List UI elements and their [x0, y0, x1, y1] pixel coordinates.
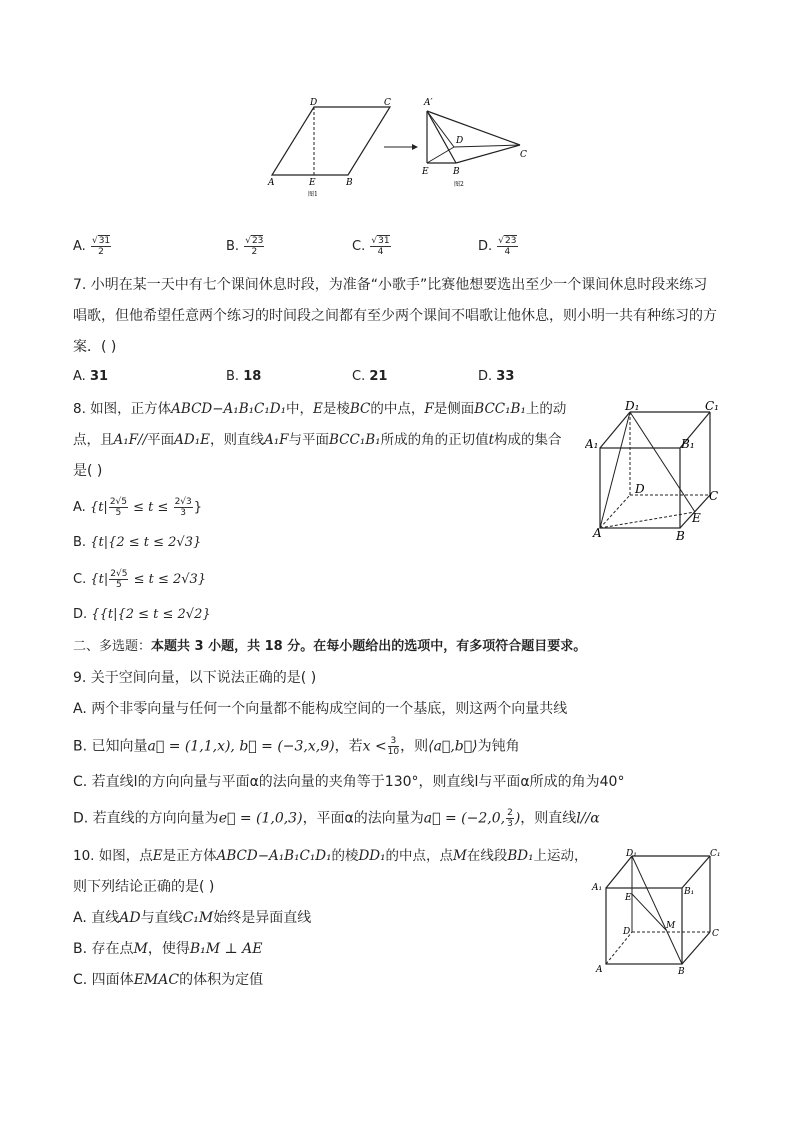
q8-label-C1: C₁: [705, 400, 719, 413]
q8-label-C: C: [709, 489, 719, 503]
q9-b-mid: ，若: [334, 738, 363, 755]
q8-c-pre: {t|: [90, 572, 109, 587]
q8-l1-b: ABCD−A₁B₁C₁D₁: [171, 401, 287, 417]
fig1-label-E: E: [309, 178, 316, 188]
fig2-label-C: C: [520, 150, 527, 160]
q8-label-D: D: [635, 482, 645, 496]
q10-l1-a: 10. 如图，点: [73, 848, 153, 864]
q8-label-E: E: [692, 511, 701, 525]
q8-l2-d: AD₁E: [174, 432, 210, 448]
q6-figure: [262, 95, 542, 205]
q9-option-c: C. 若直线l的方向向量与平面α的法向量的夹角等于130°，则直线l与平面α所成的角为40°: [73, 774, 625, 790]
q8-label-B1: B₁: [681, 437, 695, 451]
q10-option-a: [73, 908, 311, 928]
q10-l1-b: E: [152, 848, 163, 864]
q7-option-c: [352, 367, 387, 387]
q7-option-b: [226, 367, 261, 387]
q10-label-A1: A₁: [592, 883, 603, 893]
q9-d-math1: e⃗ = (1,0,3): [218, 810, 303, 827]
q10-label-B1: B₁: [684, 887, 695, 897]
q8-l2-i: 所成的角的正切值: [380, 432, 489, 448]
q10-label-C1: C₁: [710, 849, 721, 859]
q10-l1-d: ABCD−A₁B₁C₁D₁: [216, 848, 332, 864]
q7-line3: 案．( ): [73, 339, 117, 355]
q10-label-B: B: [678, 967, 685, 977]
q10-line-EM: [632, 894, 666, 930]
q9-d-math2: a⃗ = (−2,0,: [423, 810, 506, 827]
q8-l1-k: 上的动: [525, 401, 567, 417]
q8-a-letter: A.: [73, 500, 86, 515]
q8-l1-g: 的中点，: [370, 401, 425, 417]
q8-l1-d: E: [313, 401, 323, 417]
q6-b-den: 2: [251, 247, 258, 257]
q8-l2-k: 构成的集合: [494, 432, 562, 448]
section2-header: [73, 637, 586, 657]
q8-c-d1: 5: [115, 580, 122, 590]
q6-option-b-value: $\frac{√23}{2}$: [245, 236, 264, 257]
q10-l1-h: M: [453, 848, 467, 864]
q9-b-pre: B. 已知向量: [73, 738, 148, 755]
q10-l1-c: 是正方体: [162, 848, 217, 864]
fig2-A1B: [427, 111, 456, 163]
q10-a-post: 始终是异面直线: [213, 910, 312, 926]
q9-option-b: [73, 736, 520, 757]
q8-d-text: {{t|{2 ≤ t ≤ 2√2}: [91, 607, 211, 622]
q8-option-b: [73, 533, 201, 553]
q7-b-value: 18: [243, 369, 262, 384]
q10-c-post: 的体积为定值: [179, 972, 264, 988]
q8-l1-e: 是棱: [322, 401, 350, 417]
q6-a-rad: 31: [98, 236, 111, 246]
q10-label-A: A: [596, 965, 603, 975]
q7-line2: 唱歌，但他希望任意两个练习的时间段之间都有至少两个课间不唱歌让他休息，则小明一共有种练习的方: [73, 308, 717, 324]
q9-d-math4: l//α: [576, 810, 600, 827]
q9-b-mid2: ，则: [400, 738, 429, 755]
q10-option-c: [73, 970, 263, 990]
q10-edge-B1C1: [682, 856, 710, 888]
q8-label-A1: A₁: [585, 437, 599, 451]
q9-d-post: ，则直线: [520, 810, 577, 827]
q10-a-mid: 与直线: [140, 910, 183, 926]
q8-option-d: [73, 605, 211, 625]
q10-a-pre: A. 直线: [73, 910, 120, 926]
section2-body: 本题共 3 小题，共 18 分。在每小题给出的选项中，有多项符合题目要求。: [151, 639, 587, 654]
q7-a-value: 31: [89, 369, 109, 384]
q10-l1-i: 在线段: [466, 848, 508, 864]
q6-option-a-value: $\frac{√31}{2}$: [91, 236, 111, 257]
q8-hidden-AE: [600, 512, 695, 528]
fig1-label-D: D: [310, 98, 318, 108]
q8-l1-i: 是侧面: [433, 401, 475, 417]
q10-line1: [73, 846, 588, 866]
q6-d-den: 4: [504, 247, 511, 257]
q9-b-den: 10: [387, 747, 400, 757]
fig2-caption: 图2: [454, 181, 464, 188]
fig2-label-B: B: [453, 167, 460, 177]
q10-b-m2: B₁M ⊥ AE: [189, 941, 263, 957]
q9-d-pre: D. 若直线的方向向量为: [73, 810, 219, 827]
q8-c-letter: C.: [73, 572, 87, 587]
q8-line3: 是( ): [73, 463, 103, 479]
q8-a-d2: 3: [180, 508, 187, 518]
q8-l2-a: 点，且: [73, 432, 114, 448]
q8-b-letter: B.: [73, 535, 87, 550]
fig1-label-B: B: [346, 178, 353, 188]
q9-d-math3: ): [514, 810, 521, 827]
fig1-label-C: C: [384, 98, 391, 108]
q10-label-E: E: [625, 893, 632, 903]
q6-c-den: 4: [377, 247, 384, 257]
q7-option-d: [478, 367, 514, 387]
q10-b-m1: M: [133, 941, 148, 957]
q7-option-a: [73, 367, 108, 387]
q6-option-a-letter: A.: [73, 239, 86, 254]
q8-l2-j: t: [488, 432, 495, 448]
q7-a-letter: A.: [73, 369, 86, 384]
q9-d-den: 3: [507, 819, 513, 829]
fig2-label-D: D: [456, 136, 464, 146]
q8-a-pre: {t|: [89, 500, 108, 515]
q10-l1-e: 的棱: [331, 848, 359, 864]
q10-a-m2: C₁M: [182, 910, 214, 926]
q8-a-n1: 2√5: [109, 497, 127, 507]
q7-d-value: 33: [496, 369, 515, 384]
q10-c-m1: EMAC: [133, 972, 180, 988]
q8-l2-c: 平面: [147, 432, 175, 448]
q6-option-b-letter: B.: [226, 239, 240, 254]
q8-a-n2: 2√3: [174, 497, 192, 507]
q9-b-math2: x <: [362, 738, 387, 755]
q8-label-D1: D₁: [625, 400, 640, 413]
q10-line2: 则下列结论正确的是( ): [73, 879, 215, 895]
section2-head: 二、多选题：: [73, 639, 152, 654]
q8-l1-a: 8. 如图，正方体: [73, 401, 172, 417]
q6-d-rad: 23: [505, 236, 517, 246]
q6-option-d: [478, 236, 519, 257]
q6-c-rad: 31: [378, 236, 390, 246]
q6-option-d-value: $\frac{√23}{4}$: [498, 236, 517, 257]
q9-option-a: A. 两个非零向量与任何一个向量都不能构成空间的一个基底，则这两个向量共线: [73, 701, 568, 717]
q8-line1: [73, 399, 566, 419]
q8-l2-h: BCC₁B₁: [329, 432, 381, 448]
q10-a-m1: AD: [119, 910, 141, 926]
q6-option-c-value: $\frac{√31}{4}$: [371, 236, 390, 257]
q8-l2-b: A₁F//: [113, 432, 148, 448]
q8-option-c: [73, 569, 206, 590]
q10-label-M: M: [666, 921, 676, 931]
q7-d-letter: D.: [478, 369, 493, 384]
q8-l2-f: A₁F: [263, 432, 289, 448]
q6-option-d-letter: D.: [478, 239, 493, 254]
q9-b-post: 为钝角: [477, 738, 520, 755]
q10-edge-BC: [682, 932, 710, 964]
q10-b-pre: B. 存在点: [73, 941, 134, 957]
q10-label-D1: D₁: [626, 849, 637, 859]
q7-line1: 7. 小明在某一天中有七个课间休息时段，为准备“小歌手”比赛他想要选出至少一个课间休息时段来练习: [73, 277, 708, 293]
q9-b-num: 3: [388, 736, 399, 747]
q6-b-rad: 23: [251, 236, 264, 246]
fig2-label-E: E: [422, 167, 429, 177]
q10-l1-g: 的中点，点: [385, 848, 454, 864]
q9-b-math3: ⟨a⃗,b⃗⟩: [428, 738, 478, 755]
q10-l1-f: DD₁: [358, 848, 386, 864]
q6-option-c-letter: C.: [352, 239, 366, 254]
q9-stem: 9. 关于空间向量，以下说法正确的是( ): [73, 670, 317, 686]
q8-l1-f: BC: [349, 401, 371, 417]
q8-a-mid: ≤ t ≤: [133, 500, 169, 515]
fig2-label-A1: A′: [424, 98, 433, 108]
fig2-DC: [454, 145, 520, 147]
q10-label-C: C: [712, 929, 719, 939]
q8-a-d1: 5: [115, 508, 122, 518]
q8-b-text: {t|{2 ≤ t ≤ 2√3}: [90, 535, 202, 550]
q8-l1-j: BCC₁B₁: [474, 401, 526, 417]
q8-line2: [73, 430, 562, 450]
q10-option-b: [73, 939, 263, 959]
q8-c-n1: 2√5: [110, 569, 128, 579]
fig1-parallelogram: [272, 107, 390, 175]
q9-b-math1: a⃗ = (1,1,x), b⃗ = (−3,x,9): [147, 738, 335, 755]
q8-cube-figure: [585, 400, 725, 545]
fig2-A1C: [427, 111, 520, 145]
q9-d-num: 2: [507, 808, 513, 818]
q8-d-letter: D.: [73, 607, 88, 622]
q7-b-letter: B.: [226, 369, 240, 384]
fig2-BC: [456, 145, 520, 163]
q8-c-post: ≤ t ≤ 2√3}: [133, 572, 207, 587]
q10-c-pre: C. 四面体: [73, 972, 134, 988]
q8-label-B: B: [676, 529, 685, 543]
q10-l1-j: BD₁: [507, 848, 534, 864]
q8-l1-c: 中，: [286, 401, 314, 417]
q8-l2-g: 与平面: [288, 432, 329, 448]
q6-option-b: [226, 236, 265, 257]
q8-a-post: }: [193, 500, 203, 515]
q8-option-a: [73, 497, 202, 518]
q10-l1-k: 上运动，: [533, 848, 588, 864]
q10-cube-figure: [590, 848, 730, 978]
q7-c-letter: C.: [352, 369, 366, 384]
q8-label-A: A: [593, 526, 602, 540]
q8-line-D1E: [630, 412, 695, 512]
q10-label-D: D: [623, 927, 631, 937]
q6-a-den: 2: [98, 247, 104, 257]
q10-edge-A1D1: [606, 856, 632, 888]
q8-l2-e: ，则直线: [209, 432, 264, 448]
fig1-label-A: A: [268, 178, 275, 188]
fig1-caption: 图1: [308, 191, 318, 198]
q9-option-d: [73, 808, 600, 829]
q6-option-a: [73, 236, 112, 257]
fig2-ED: [427, 147, 454, 163]
q8-l1-h: F: [424, 401, 434, 417]
q9-d-mid: ，平面α的法向量为: [302, 810, 424, 827]
q10-b-mid: ，使得: [147, 941, 190, 957]
q6-option-c: [352, 236, 392, 257]
q10-line-D1B: [632, 856, 682, 964]
arrow-head: [412, 144, 418, 150]
q7-c-value: 21: [369, 369, 388, 384]
